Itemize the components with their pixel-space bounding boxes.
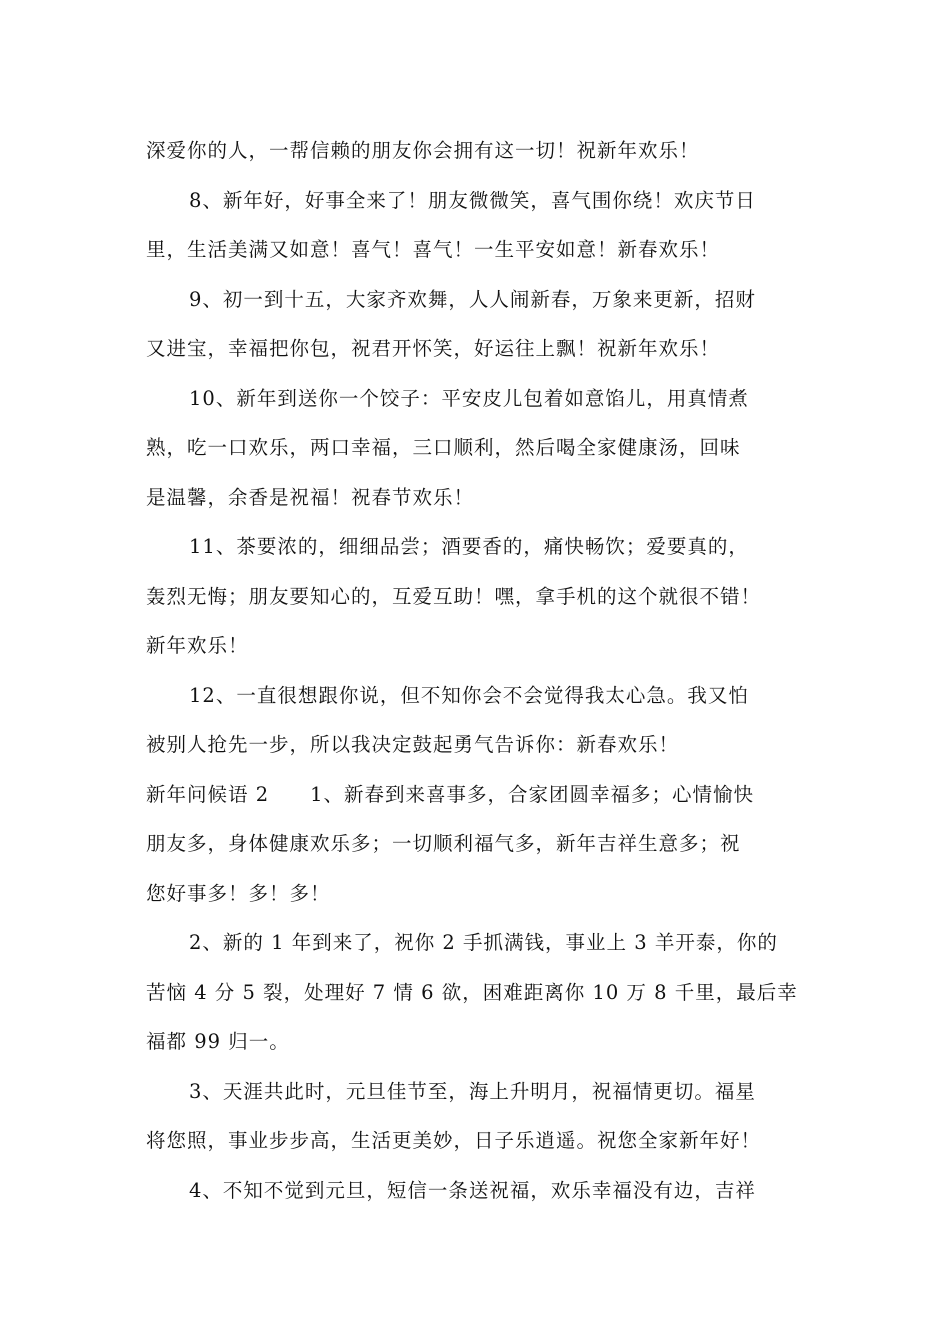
text-line: 将您照，事业步步高，生活更美妙，日子乐逍遥。祝您全家新年好！ xyxy=(146,1129,762,1152)
text-line: 8、新年好，好事全来了！朋友微微笑，喜气围你绕！欢庆节日 xyxy=(189,188,756,212)
text-line: 苦恼 4 分 5 裂，处理好 7 情 6 欲，困难距离你 10 万 8 千里，最后幸 xyxy=(146,980,798,1004)
text-line: 轰烈无悔；朋友要知心的，互爱互助！嘿，拿手机的这个就很不错！ xyxy=(146,584,762,608)
text-line: 被别人抢先一步，所以我决定鼓起勇气告诉你：新春欢乐！ xyxy=(146,733,680,756)
text-line: 9、初一到十五，大家齐欢舞，人人闹新春，万象来更新，招财 xyxy=(189,287,756,311)
text-line: 是温馨，余香是祝福！祝春节欢乐！ xyxy=(146,485,475,509)
text-line: 4、不知不觉到元旦，短信一条送祝福，欢乐幸福没有边，吉祥 xyxy=(189,1178,756,1202)
text-line: 朋友多，身体健康欢乐多；一切顺利福气多，新年吉祥生意多；祝 xyxy=(146,832,741,855)
text-line: 12、一直很想跟你说，但不知你会不会觉得我太心急。我又怕 xyxy=(189,683,749,707)
text-line: 10、新年到送你一个饺子：平安皮儿包着如意馅儿，用真情煮 xyxy=(189,386,749,410)
text-line: 深爱你的人，一帮信赖的朋友你会拥有这一切！祝新年欢乐！ xyxy=(146,139,700,162)
text-line: 福都 99 归一。 xyxy=(146,1030,290,1053)
text-line: 3、天涯共此时，元旦佳节至，海上升明月，祝福情更切。福星 xyxy=(189,1079,756,1103)
text-line: 又进宝，幸福把你包，祝君开怀笑，好运往上飘！祝新年欢乐！ xyxy=(146,337,721,360)
section-heading-line: 新年问候语 2 1、新春到来喜事多，合家团圆幸福多；心情愉快 xyxy=(146,782,755,806)
text-line: 您好事多！多！多！ xyxy=(146,881,331,905)
text-line: 11、茶要浓的，细细品尝；酒要香的，痛快畅饮；爱要真的， xyxy=(189,535,749,558)
text-line: 里，生活美满又如意！喜气！喜气！一生平安如意！新春欢乐！ xyxy=(146,238,721,261)
text-line: 熟，吃一口欢乐，两口幸福，三口顺利，然后喝全家健康汤，回味 xyxy=(146,436,741,459)
text-line: 新年欢乐！ xyxy=(146,634,249,657)
text-line: 2、新的 1 年到来了，祝你 2 手抓满钱，事业上 3 羊开泰，你的 xyxy=(189,931,778,954)
document-body xyxy=(146,126,822,1215)
